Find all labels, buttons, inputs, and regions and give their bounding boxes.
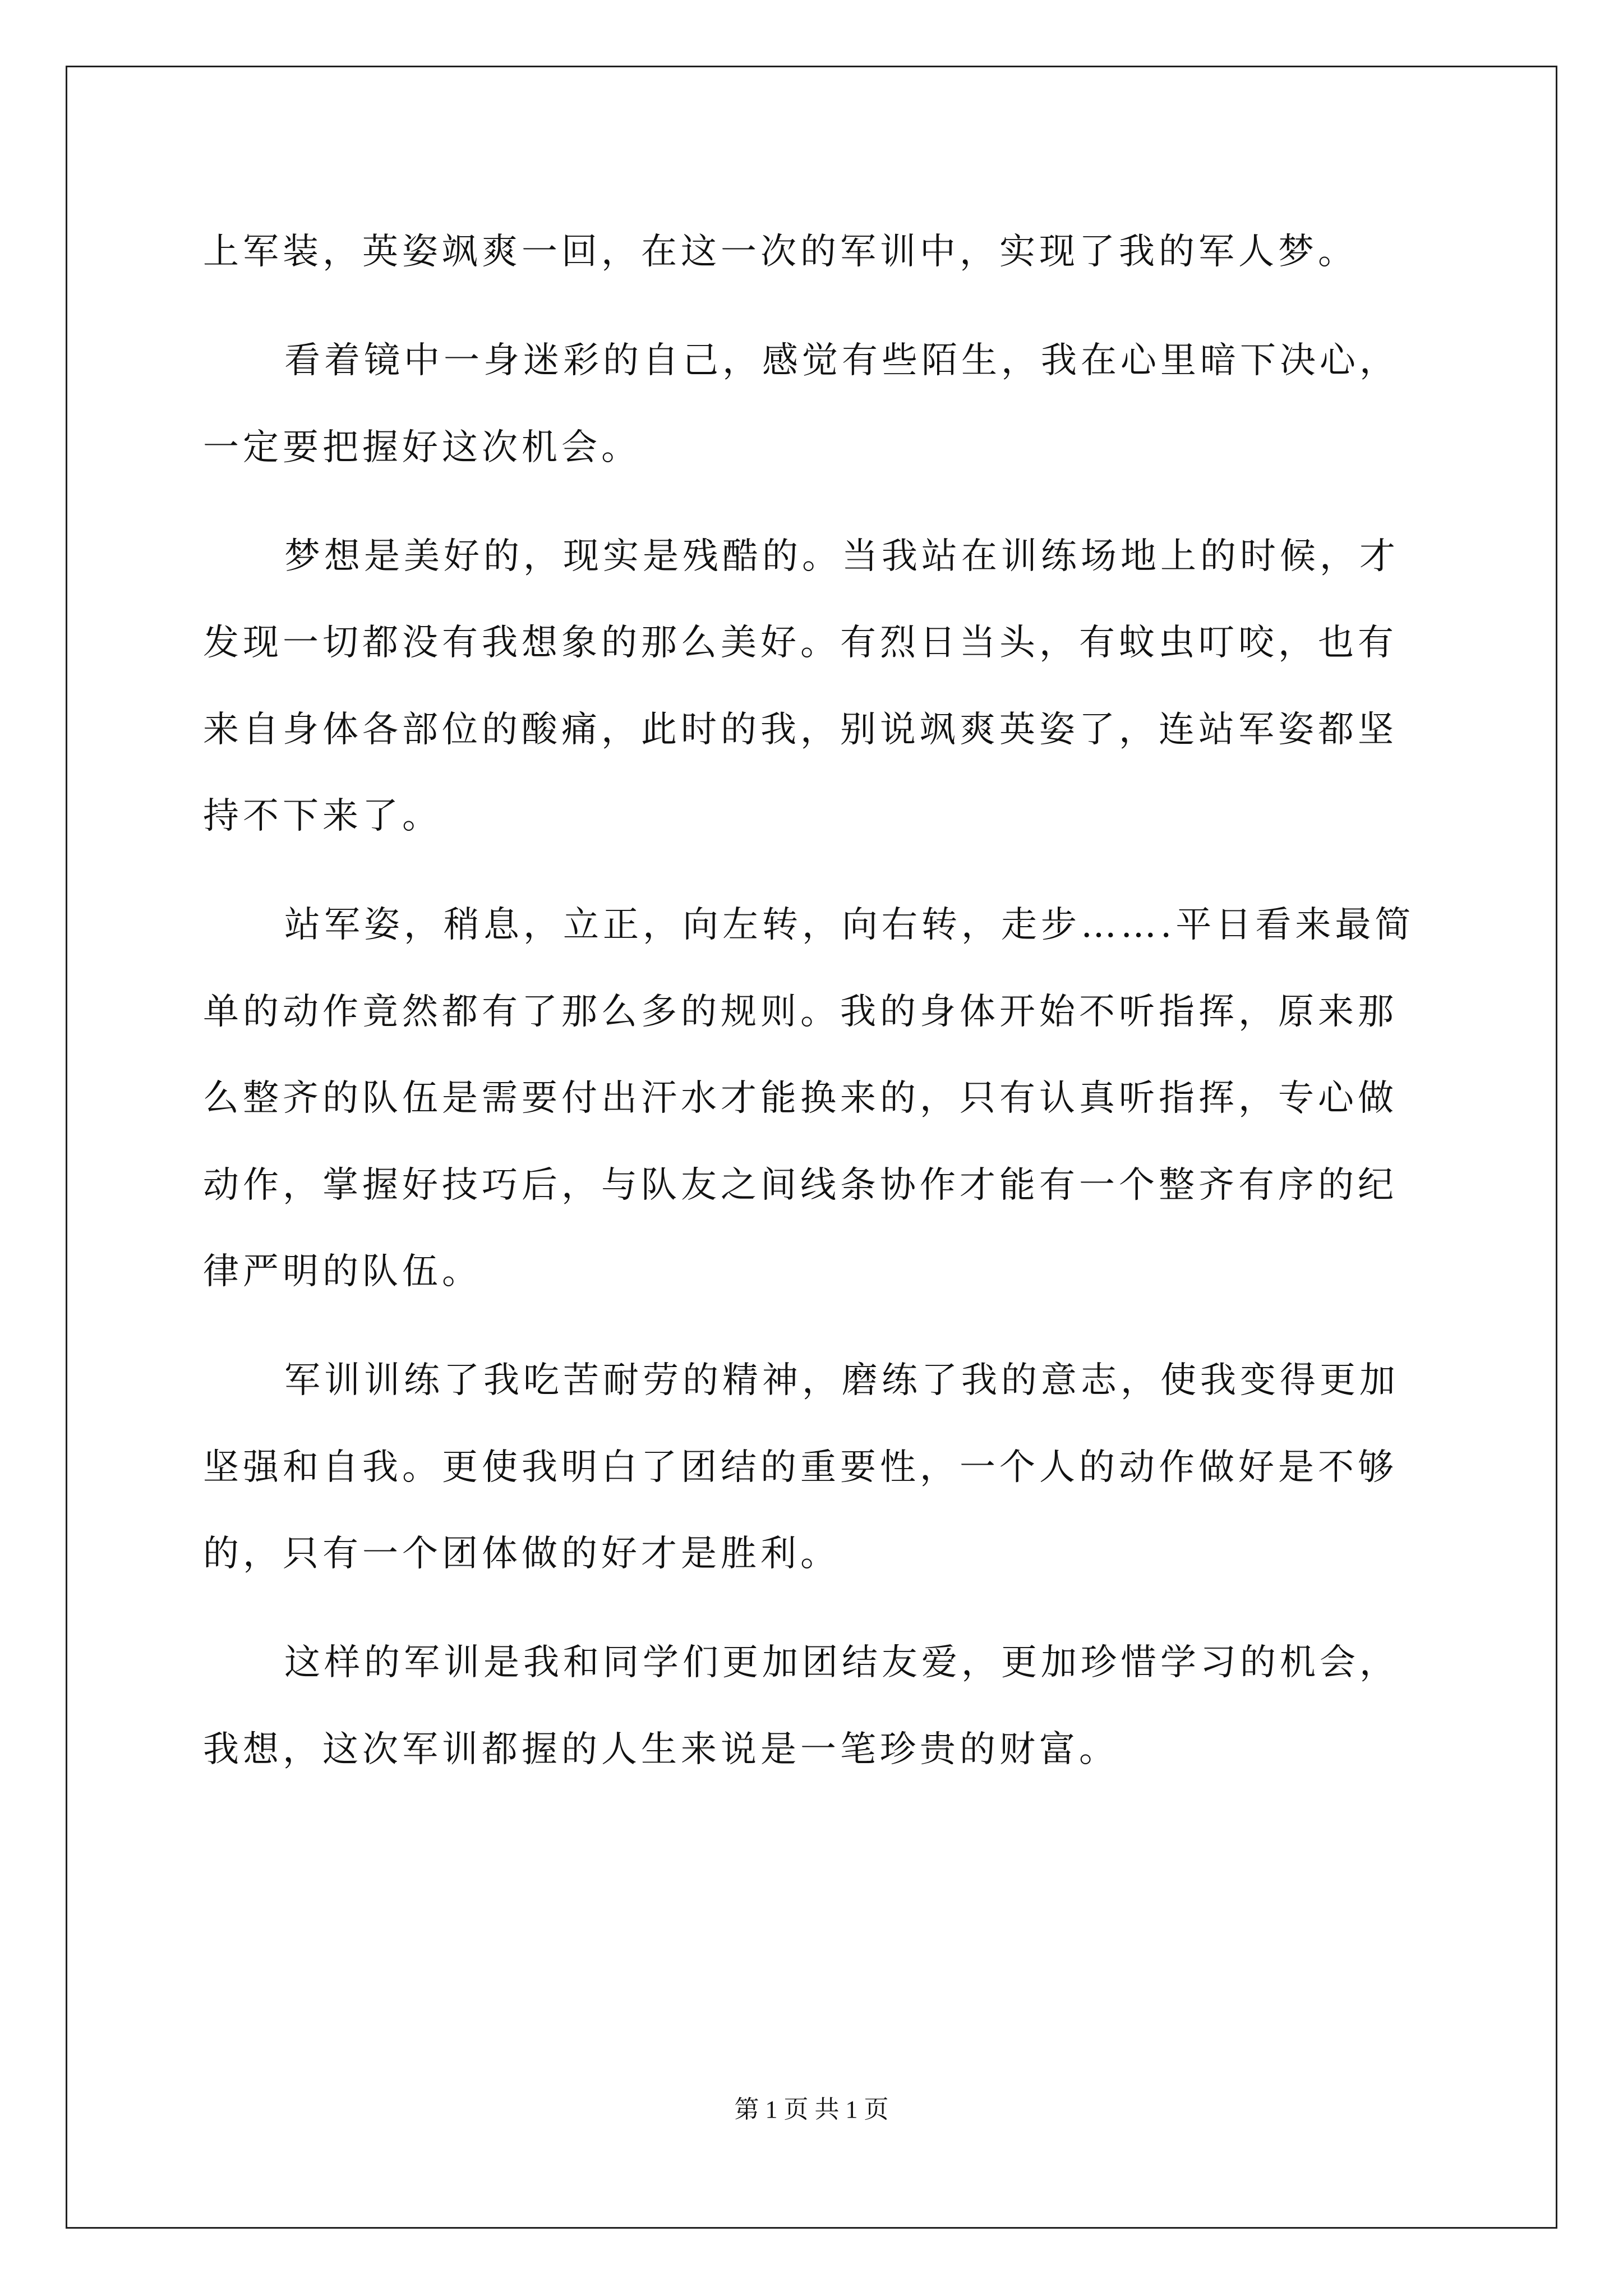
text-line: 上军装，英姿飒爽一回，在这一次的军训中，实现了我的军人梦。 xyxy=(203,231,1358,273)
text-line: 持不下来了。 xyxy=(203,795,442,837)
paragraph-start-line: 看着镜中一身迷彩的自己，感觉有些陌生，我在心里暗下决心， xyxy=(284,340,1399,381)
text-line: 律严明的队伍。 xyxy=(203,1251,482,1292)
page-number-footer: 第 1 页 共 1 页 xyxy=(734,2096,889,2123)
page-border xyxy=(66,66,1557,2229)
paragraph-start-line: 站军姿，稍息，立正，向左转，向右转，走步…….平日看来最简 xyxy=(284,904,1415,946)
text-line: 动作，掌握好技巧后，与队友之间线条协作才能有一个整齐有序的纪 xyxy=(203,1165,1398,1206)
paragraph-start-line: 梦想是美好的，现实是残酷的。当我站在训练场地上的时候，才 xyxy=(284,536,1399,577)
text-line: 来自身体各部位的酸痛，此时的我，别说飒爽英姿了，连站军姿都坚 xyxy=(203,709,1398,751)
text-line: 我想，这次军训都握的人生来说是一笔珍贵的财富。 xyxy=(203,1729,1119,1770)
paragraph-start-line: 军训训练了我吃苦耐劳的精神，磨练了我的意志，使我变得更加 xyxy=(284,1360,1399,1401)
text-line: 单的动作竟然都有了那么多的规则。我的身体开始不听指挥，原来那 xyxy=(203,991,1398,1033)
text-line: 发现一切都没有我想象的那么美好。有烈日当头，有蚊虫叮咬，也有 xyxy=(203,622,1398,664)
text-line: 的，只有一个团体做的好才是胜利。 xyxy=(203,1533,840,1575)
text-line: 一定要把握好这次机会。 xyxy=(203,427,641,468)
text-line: 坚强和自我。更使我明白了团结的重要性，一个人的动作做好是不够 xyxy=(203,1447,1398,1488)
paragraph-start-line: 这样的军训是我和同学们更加团结友爱，更加珍惜学习的机会， xyxy=(284,1642,1399,1683)
text-line: 么整齐的队伍是需要付出汗水才能换来的，只有认真听指挥，专心做 xyxy=(203,1078,1398,1119)
